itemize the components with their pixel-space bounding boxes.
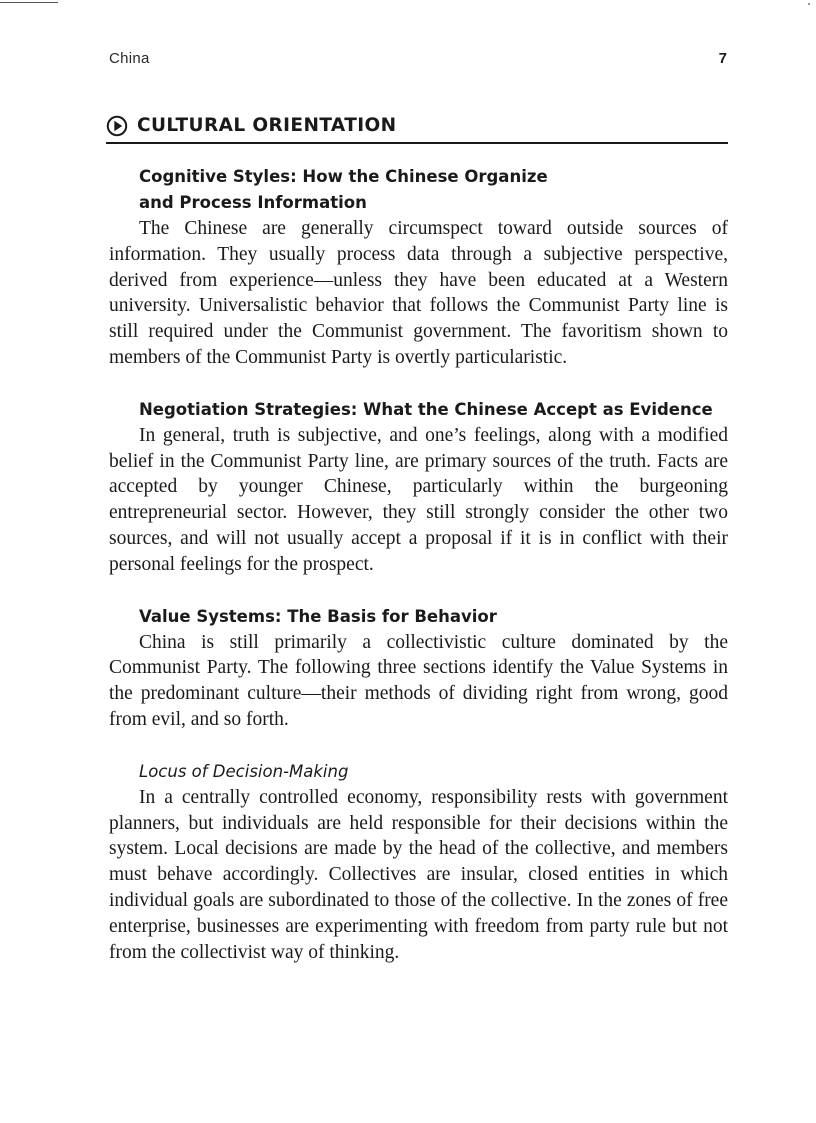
subsection-locus-of-decision-making <box>109 759 728 966</box>
page-number: 7 <box>718 50 727 67</box>
running-header <box>109 50 729 70</box>
subsection-heading-continued: and Process Information <box>139 193 367 212</box>
subsection-value-systems <box>109 604 728 733</box>
section-header <box>106 113 728 144</box>
subsection-cognitive-styles <box>109 164 728 371</box>
running-title: China <box>109 50 150 67</box>
subsection-negotiation-strategies <box>109 397 728 578</box>
paragraph: In general, truth is subjective, and one’s feelings, along with a modified belief in the Communist Party line, are primary sources of the truth. Facts are accepted by younger Chinese, particularly within the burgeoning entrepreneurial sector. However, they still strongly consider the other two sources, and will not usually accept a proposal if it is in conflict with their personal feelings for the prospect. <box>109 424 728 575</box>
crop-mark-dot <box>808 3 810 5</box>
article-body <box>109 164 728 965</box>
subsection-heading: Negotiation Strategies: What the Chinese Accept as Evidence <box>139 399 713 419</box>
paragraph: The Chinese are generally circumspect toward outside sources of information. They usually process data through a subjective perspective, derived from experience—unless they have been educated at a Western university. Universalistic behavior that follows the Communist Party line is still required under the Communist government. The favoritism shown to members of the Communist Party is overtly particularistic. <box>109 218 728 368</box>
subsection-heading: Cognitive Styles: How the Chinese Organize <box>139 167 548 186</box>
subsection-heading: Locus of Decision-Making <box>139 761 349 781</box>
paragraph: China is still primarily a collectivistic culture dominated by the Communist Party. The following three sections identify the Value Systems in the predominant culture—their methods of dividing right from wrong, good from evil, and so forth. <box>109 631 728 730</box>
crop-mark <box>0 2 58 3</box>
section-title: CULTURAL ORIENTATION <box>137 115 397 136</box>
subsection-heading: Value Systems: The Basis for Behavior <box>139 606 497 626</box>
play-circle-icon <box>106 115 128 137</box>
paragraph: In a centrally controlled economy, responsibility rests with government planners, but individuals are held responsible for their decisions within the system. Local decisions are made by the head of the collective, and members must behave accordingly. Collectives are insular, closed entities in which individual goals are subordinated to those of the collective. In the zones of free enterprise, businesses are experimenting with freedom from party rule but not from the collectivist way of thinking. <box>109 786 728 963</box>
